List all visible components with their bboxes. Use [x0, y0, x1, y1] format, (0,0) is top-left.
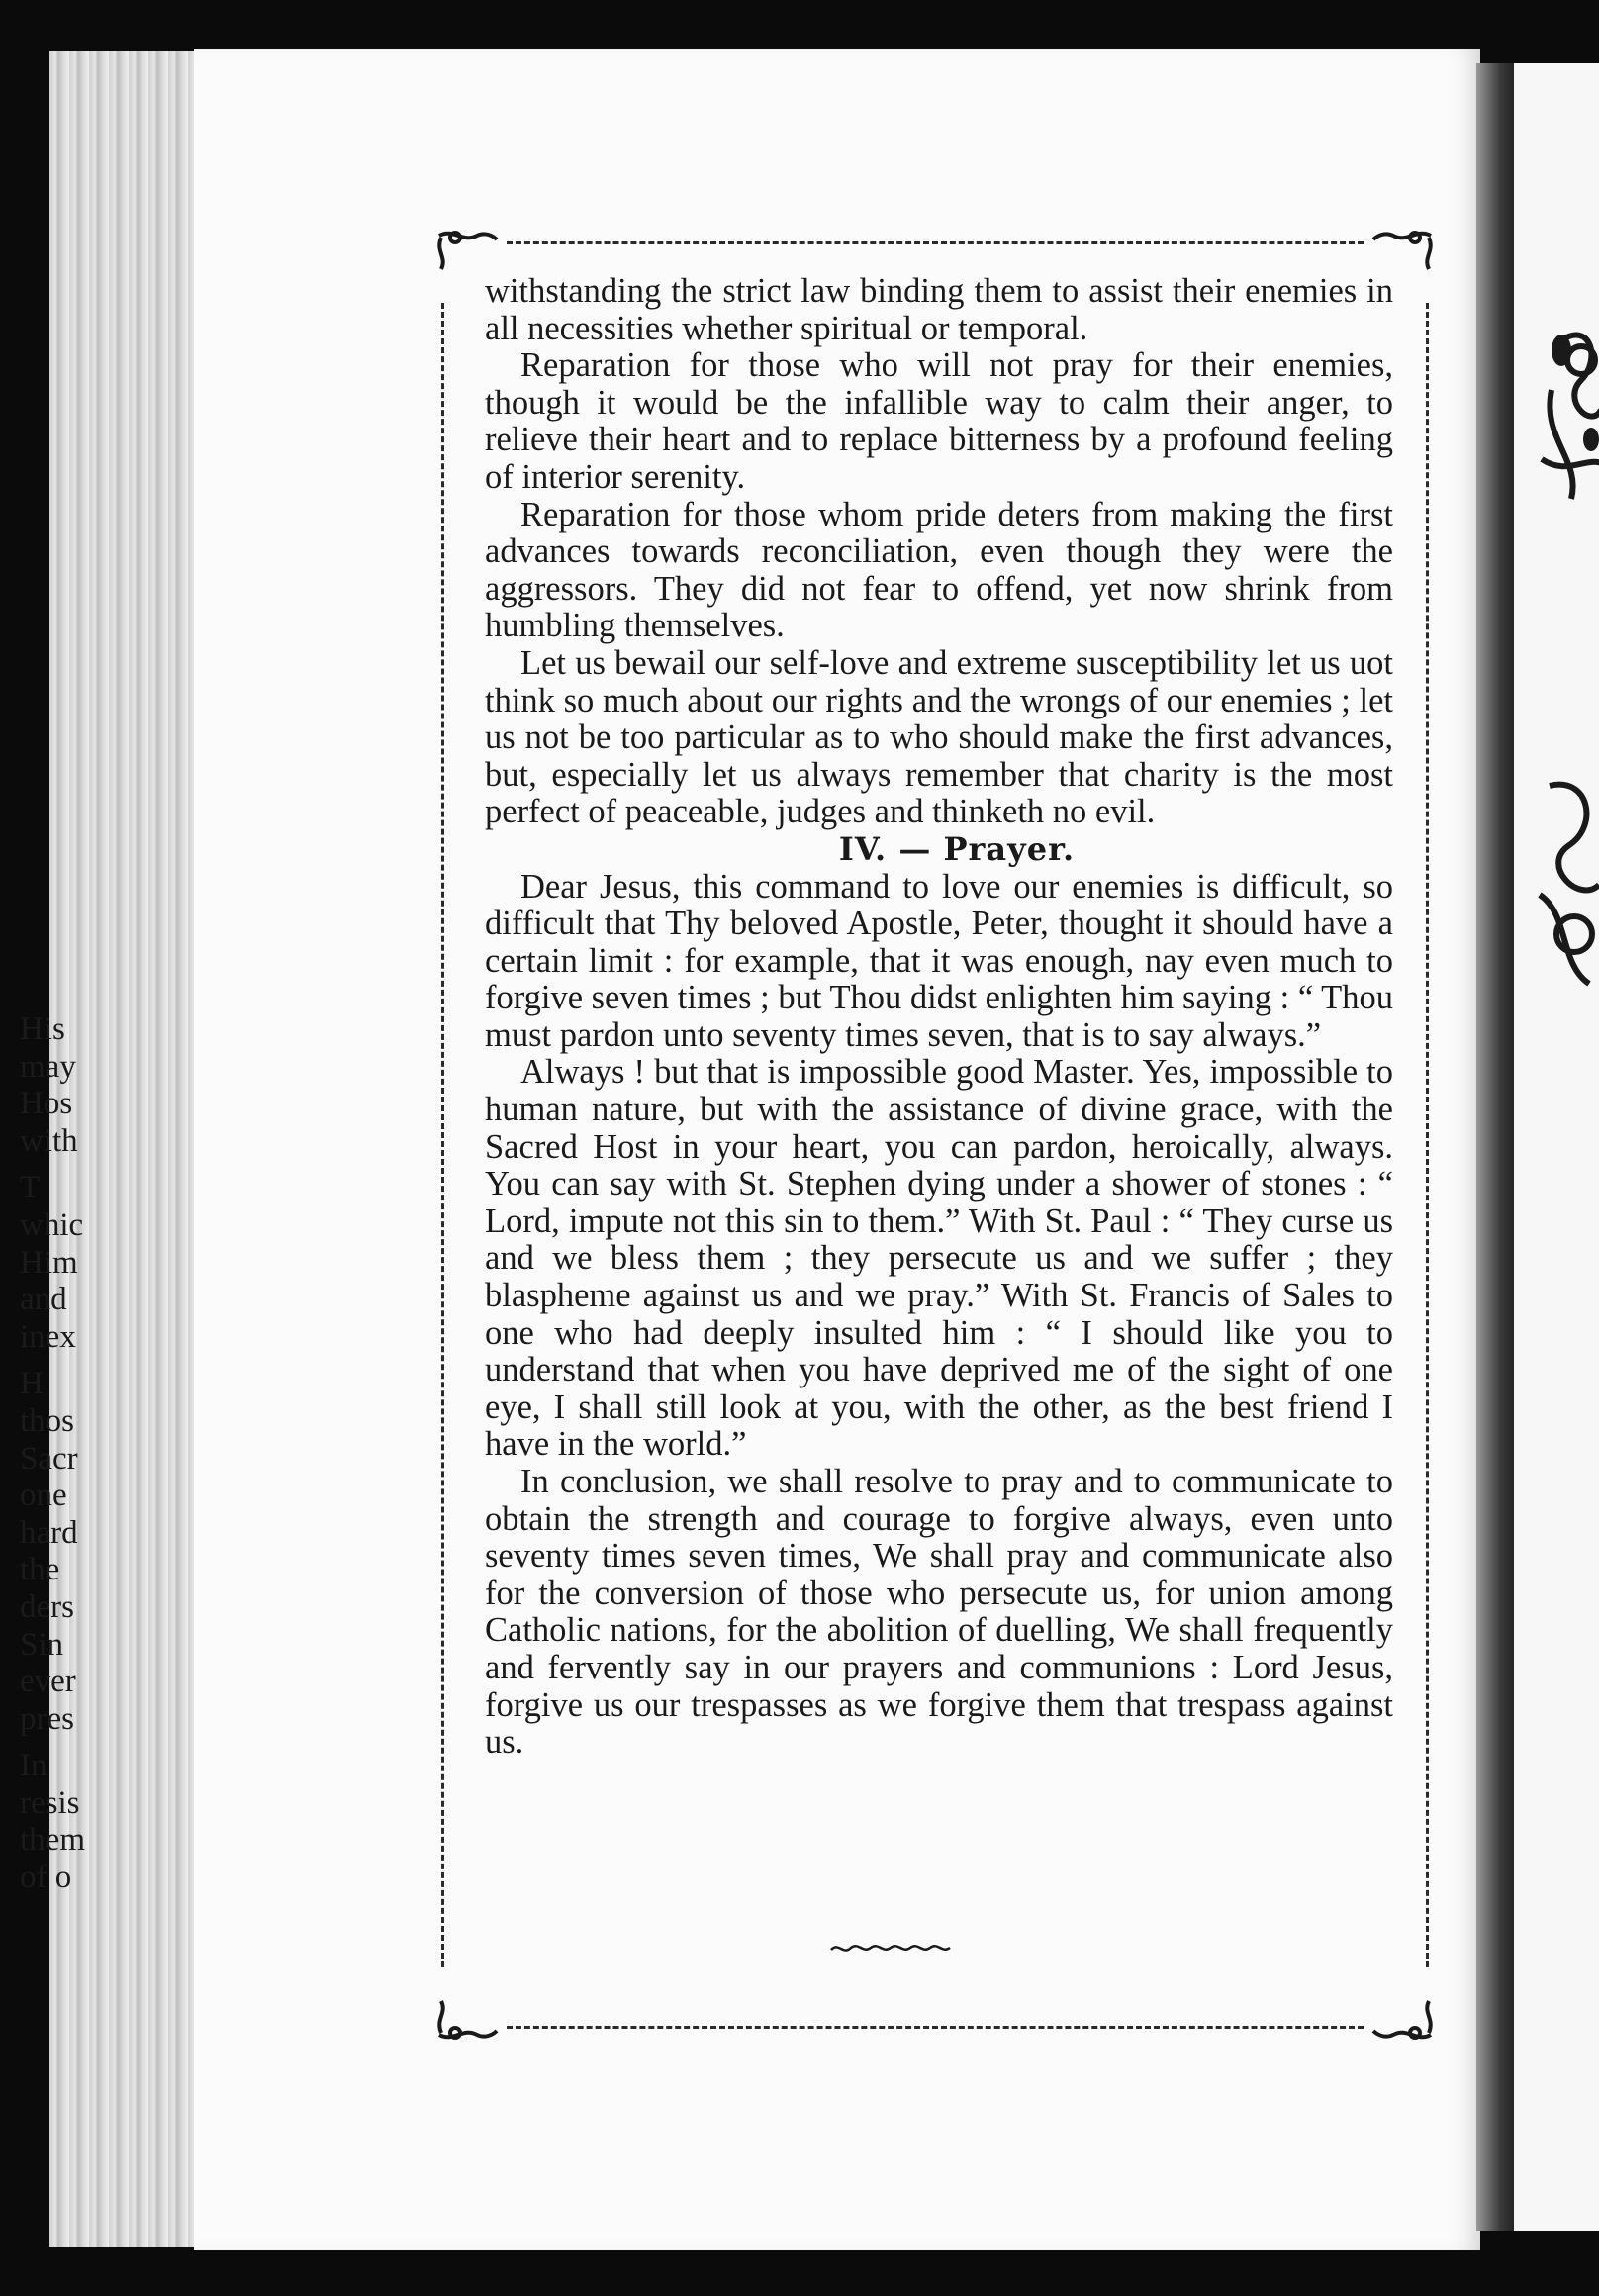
frame-right-border [1426, 303, 1429, 1967]
frame-top-border [507, 241, 1364, 244]
right-page-line: and [20, 1282, 67, 1318]
decorative-initial-icon [1522, 261, 1599, 677]
decorative-initial-icon [1520, 766, 1599, 1023]
paragraph: In conclusion, we shall resolve to pray and to communicate to obtain the strength and courage to forgive always, even unto seventy times seven times, We shall pray and communicate also for the conversion of those who persecute us, for union among Catholic nations, for the abolition of duelling, We shall frequently and fervently say in our prayers and communions : Lord Jesus, forgive us our trespasses as we forgive them that trespass against us. [485, 1463, 1393, 1762]
right-page-line: Sacr [20, 1440, 78, 1477]
paragraph: withstanding the strict law binding them to assist their enemies in all necessities whether spiritual or temporal. [485, 272, 1393, 347]
paragraph: Let us bewail our self-love and extreme susceptibility let us uot think so much about our rights and the wrongs of our enemies ; let us not be too particular as to who should make the first advances, but, especially let us always remember that charity is the most perfect of peaceable, judges and thinketh no evil. [485, 643, 1393, 831]
right-page-line: T [20, 1170, 41, 1206]
corner-ornament-icon [433, 1999, 499, 2043]
line-gap [20, 1160, 99, 1170]
right-page-line: the [20, 1552, 60, 1588]
right-page-line: H [20, 1366, 44, 1402]
tail-ornament-icon [829, 1938, 952, 1958]
paragraph: Reparation for those whom pride deters from making the first advances towards reconciliation, even though they were the aggressors. They did not fear to offend, yet now shrink from humbling themselves. [485, 495, 1393, 645]
right-page-line: with [20, 1122, 78, 1159]
right-page-line: resis [20, 1784, 80, 1821]
right-page-line: hard [20, 1514, 78, 1551]
paragraph: Always ! but that is impossible good Master. Yes, impossible to human nature, but with the assistance of divine grace, with the Sacred Host in your heart, you can pardon, heroically, always. You can say with St. Stephen dying under a shower of stones : “ Lord, impute not this sin to them.” With St. Paul : “ They curse us and we bless them ; they persecute us and we suffer ; they blaspheme against us and we pray.” With St. Francis of Sales to one who had deeply insulted him : “ I should like you to understand that when you have deprived me of the sight of one eye, I shall still look at you, with the other, as the best friend I have in the world.” [485, 1053, 1393, 1464]
right-page-line: may [20, 1048, 76, 1085]
corner-ornament-icon [1371, 1999, 1437, 2043]
right-page-line: ever [20, 1664, 76, 1700]
right-page-line: Him [20, 1244, 78, 1281]
right-page-line: Sin [20, 1626, 64, 1663]
right-page-line: ders [20, 1588, 74, 1625]
right-page [1514, 63, 1599, 2231]
frame-bottom-border [507, 2026, 1364, 2029]
line-gap [20, 1356, 99, 1366]
paragraph: Dear Jesus, this command to love our enemies is difficult, so difficult that Thy beloved Apostle, Peter, thought it should have a certain limit : for example, that it was enough, nay even much to forgive seven times ; but Thou didst enlighten him saying : “ Thou must pardon unto seventy times seven, that is to say always.” [485, 867, 1393, 1054]
right-page-line: His [20, 1011, 65, 1047]
frame-left-border [441, 303, 444, 1967]
right-page-line: inex [20, 1318, 76, 1355]
corner-ornament-icon [433, 228, 499, 271]
right-page-line: whic [20, 1206, 84, 1243]
page-body [485, 273, 1393, 1762]
right-page-line: In [20, 1748, 47, 1784]
right-page-line: pres [20, 1700, 74, 1737]
paragraph: Reparation for those who will not pray for their enemies, though it would be the infallible way to calm their anger, to relieve their heart and to replace bitterness by a profound feeling of interior serenity. [485, 346, 1393, 496]
right-page-line: one [20, 1478, 67, 1514]
right-page-line: them [20, 1822, 85, 1859]
right-page-line: Hos [20, 1086, 73, 1122]
line-gap [20, 1738, 99, 1748]
corner-ornament-icon [1371, 228, 1437, 271]
section-heading: IV. — Prayer. [838, 829, 1076, 868]
right-page-text [20, 1011, 99, 1897]
right-page-line: thos [20, 1402, 75, 1439]
right-page-line: of o [20, 1860, 72, 1896]
